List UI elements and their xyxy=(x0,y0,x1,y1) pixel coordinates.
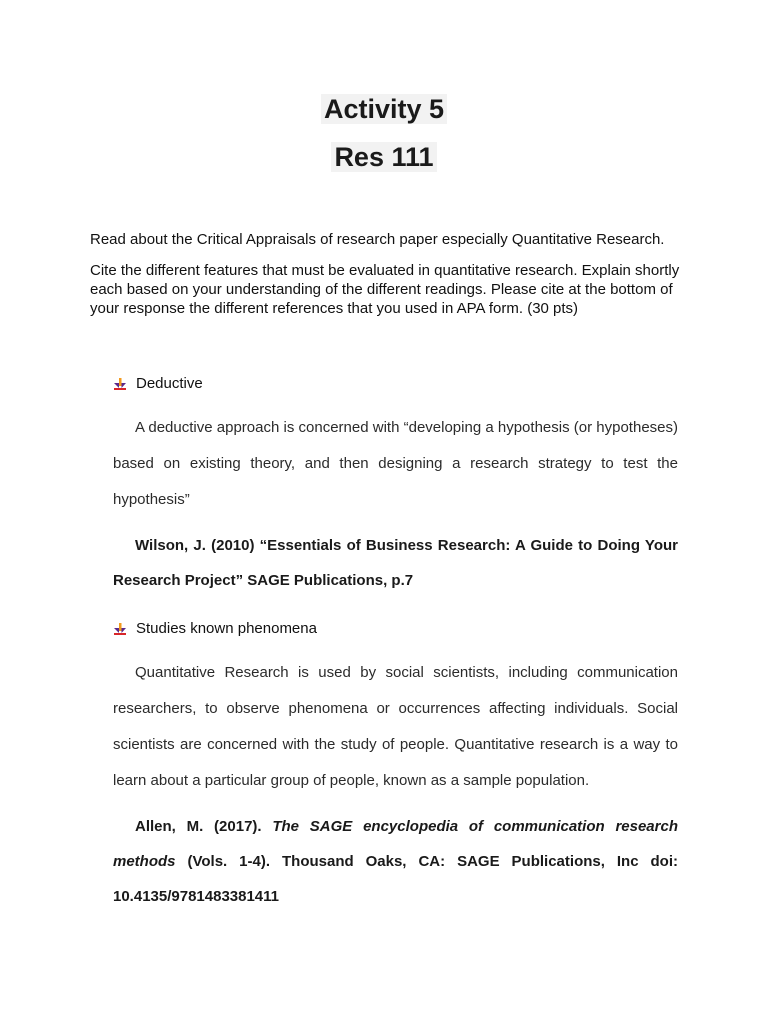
reference-suffix: (Vols. 1-4). Thousand Oaks, CA: SAGE Publications, Inc doi: 10.4135/9781483381411 xyxy=(113,853,678,905)
section-heading-label: Studies known phenomena xyxy=(136,620,317,637)
reference-title: The SAGE encyclopedia of communication research methods xyxy=(113,818,678,870)
section-reference: Wilson, J. (2010) “Essentials of Business Research: A Guide to Doing Your Research Project” SAGE Publications, p.7 xyxy=(113,537,678,589)
section-body-paragraph: Quantitative Research is used by social scientists, including communication researchers, to observe phenomena or occurrences affecting individuals. Social scientists are concerned with the study of people. Quantitative research is a way to learn about a particular group of people, known as a sample population. xyxy=(113,664,678,789)
instruction-line-1: Read about the Critical Appraisals of research paper especially Quantitative Research. xyxy=(90,231,665,248)
section-body-paragraph: A deductive approach is concerned with “developing a hypothesis (or hypotheses) based on existing theory, and then designing a research strategy to test the hypothesis” xyxy=(113,419,678,508)
bullet-arrow-icon xyxy=(113,377,127,391)
section-heading-deductive xyxy=(113,374,203,393)
section-reference xyxy=(113,809,678,914)
reference-prefix: Allen, M. (2017). xyxy=(135,818,273,835)
instruction-line-2: Cite the different features that must be evaluated in quantitative research. Explain shortly each based on your understanding of the different readings. Please cite at the bottom of your response the different references that you used in APA form. (30 pts) xyxy=(90,262,680,317)
bullet-arrow-icon xyxy=(113,622,127,636)
document-title: Activity 5 xyxy=(0,92,768,126)
section-heading-known-phenomena xyxy=(113,619,317,638)
document-subtitle: Res 111 xyxy=(0,140,768,174)
section-heading-label: Deductive xyxy=(136,375,203,392)
